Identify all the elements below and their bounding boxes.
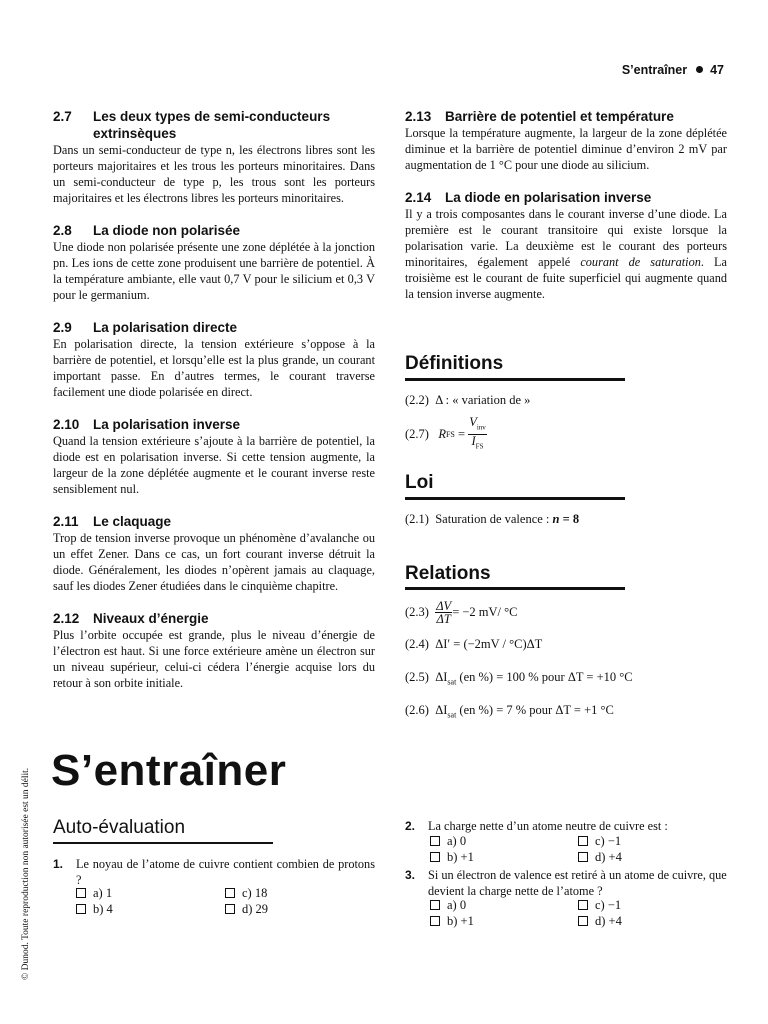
copyright-note: © Dunod. Toute reproduction non autorisée est un délit.	[21, 767, 31, 980]
right-column	[405, 108, 727, 302]
question-text: La charge nette d’un atome neutre de cuivre est :	[428, 819, 668, 833]
section-heading: 2.14 La diode en polarisation inverse	[405, 190, 652, 205]
bullet-icon	[696, 66, 703, 73]
auto-evaluation-rule	[53, 842, 273, 844]
practice-title: S’entraîner	[51, 746, 287, 795]
section-text: Il y a trois composantes dans le courant inverse d’une diode. La première est le courant transitoire qui existe lorsque la polarisation varie. La deuxième est le courant des porteurs minoritaires, également appelé courant de saturation. La troisième est le courant de fuite superficiel qui augmente quand la tension inverse augmente.	[405, 207, 727, 301]
question-1: 1. Le noyau de l’atome de cuivre contient combien de protons ?	[53, 857, 375, 887]
rfs-fraction: $\frac{V_{inv}}{I_{FS}}$	[469, 415, 486, 450]
checkbox-icon[interactable]	[76, 888, 86, 898]
dv-dt-fraction: $\frac{\Delta V}{\Delta T}$	[436, 599, 452, 626]
loi-2-1: (2.1) Saturation de valence : n = 8	[405, 512, 580, 526]
section-text: Plus l’orbite occupée est grande, plus le niveau d’énergie de l’électron est haut. Si une force extérieure amène un électron sur un niveau supérieur, celui-ci cédera l’énergie acquise lors du retour à son orbite initiale.	[53, 628, 375, 690]
relations-rule	[405, 587, 625, 590]
q1-option-b[interactable]: b) 4	[76, 902, 113, 917]
section-text: Trop de tension inverse provoque un phénomène d’avalanche ou un effet Zener. Dans ce cas, un fort courant inverse détruit la diode. Généralement, les diodes n’opèrent jamais au claquage, sauf les diodes Zener étudiées dans le cinquième chapitre.	[53, 531, 375, 593]
left-column	[53, 108, 375, 691]
q1-option-d[interactable]: d) 29	[225, 902, 268, 917]
checkbox-icon[interactable]	[578, 900, 588, 910]
q3-option-d[interactable]: d) +4	[578, 914, 622, 929]
section-heading: 2.13 Barrière de potentiel et température	[405, 109, 674, 124]
section-2-7	[53, 108, 375, 206]
checkbox-icon[interactable]	[430, 916, 440, 926]
section-heading: 2.11 Le claquage	[53, 514, 172, 529]
section-2-12	[53, 610, 375, 691]
section-2-10	[53, 416, 375, 497]
section-2-9	[53, 319, 375, 400]
section-2-13	[405, 108, 727, 173]
section-heading: 2.10 La polarisation inverse	[53, 417, 241, 432]
relation-2-6: (2.6) $\Delta I_{sat}$ (en %) = 7 % pour ΔT = +1 °C	[405, 703, 614, 720]
q3-option-c[interactable]: c) −1	[578, 898, 621, 913]
definition-2-7: (2.7) R FS = $\frac{V_{inv}}{I_{FS}}$	[405, 415, 486, 450]
relations-heading: Relations	[405, 563, 491, 584]
section-text: Quand la tension extérieure s’ajoute à la barrière de potentiel, la diode est en polarisation inverse. Si cette tension augmente, la largeur de la zone déplétée augmente et le courant inverse reste sensiblement nul.	[53, 434, 375, 496]
section-text: Une diode non polarisée présente une zone déplétée à la jonction pn. Les ions de cette zone produisent une barrière de potentiel. À la température ambiante, elle vaut 0,7 V pour le silicium et 0,3 V pour le germanium.	[53, 240, 375, 302]
checkbox-icon[interactable]	[430, 836, 440, 846]
section-heading: 2.9 La polarisation directe	[53, 320, 238, 335]
checkbox-icon[interactable]	[430, 900, 440, 910]
section-heading-cont: extrinsèques	[93, 126, 177, 141]
definition-2-2: (2.2) Δ : « variation de »	[405, 393, 531, 407]
q2-option-d[interactable]: d) +4	[578, 850, 622, 865]
question-3: 3. Si un électron de valence est retiré à un atome de cuivre, que devient la charge nette de l’atome ?	[405, 868, 727, 898]
checkbox-icon[interactable]	[76, 904, 86, 914]
section-text: Lorsque la température augmente, la largeur de la zone déplétée diminue et la barrière de potentiel diminue d’environ 2 mV par augmentation de 1 °C pour une diode au silicium.	[405, 126, 727, 172]
q1-option-c[interactable]: c) 18	[225, 886, 267, 901]
definitions-heading: Définitions	[405, 353, 504, 374]
relation-2-4: (2.4) ΔI′ = (−2mV / °C)ΔT	[405, 637, 543, 651]
checkbox-icon[interactable]	[430, 852, 440, 862]
section-text: Dans un semi-conducteur de type n, les électrons libres sont les porteurs majoritaires et les trous les porteurs minoritaires. Dans un semi-conducteur de type p, les trous sont les porteurs majoritaires et les électrons libres les porteurs minoritaires.	[53, 143, 375, 205]
section-2-11	[53, 513, 375, 594]
relation-2-3: (2.3) $\frac{\Delta V}{\Delta T}$ = −2 mV/ °C	[405, 599, 518, 626]
q2-option-c[interactable]: c) −1	[578, 834, 621, 849]
header-title: S’entraîner	[621, 63, 688, 77]
section-2-8	[53, 222, 375, 303]
checkbox-icon[interactable]	[578, 852, 588, 862]
section-text: En polarisation directe, la tension extérieure s’oppose à la barrière de potentiel, et lorsqu’elle est la plus grande, un courant important passe. En d’autres termes, le courant traverse facilement une diode polarisée en direct.	[53, 337, 375, 399]
q3-option-b[interactable]: b) +1	[430, 914, 474, 929]
q2-option-b[interactable]: b) +1	[430, 850, 474, 865]
checkbox-icon[interactable]	[578, 916, 588, 926]
question-text: Si un électron de valence est retiré à un atome de cuivre, que devient la charge nette de l’atome ?	[428, 868, 727, 898]
checkbox-icon[interactable]	[225, 904, 235, 914]
question-2: 2. La charge nette d’un atome neutre de cuivre est :	[405, 819, 668, 833]
q2-option-a[interactable]: a) 0	[430, 834, 466, 849]
running-header	[622, 63, 724, 77]
page-number: 47	[710, 63, 724, 77]
question-text: Le noyau de l’atome de cuivre contient combien de protons ?	[76, 857, 375, 887]
section-heading: 2.8 La diode non polarisée	[53, 223, 241, 238]
checkbox-icon[interactable]	[225, 888, 235, 898]
loi-heading: Loi	[405, 472, 434, 493]
q3-option-a[interactable]: a) 0	[430, 898, 466, 913]
section-heading: 2.12 Niveaux d’énergie	[53, 611, 209, 626]
checkbox-icon[interactable]	[578, 836, 588, 846]
section-2-14	[405, 189, 727, 302]
relation-2-5: (2.5) $\Delta I_{sat}$ (en %) = 100 % pour ΔT = +10 °C	[405, 670, 633, 687]
section-heading: 2.7 Les deux types de semi-conducteurs	[53, 109, 331, 124]
definitions-rule	[405, 378, 625, 381]
q1-option-a[interactable]: a) 1	[76, 886, 112, 901]
loi-rule	[405, 497, 625, 500]
auto-evaluation-heading: Auto-évaluation	[53, 817, 186, 838]
